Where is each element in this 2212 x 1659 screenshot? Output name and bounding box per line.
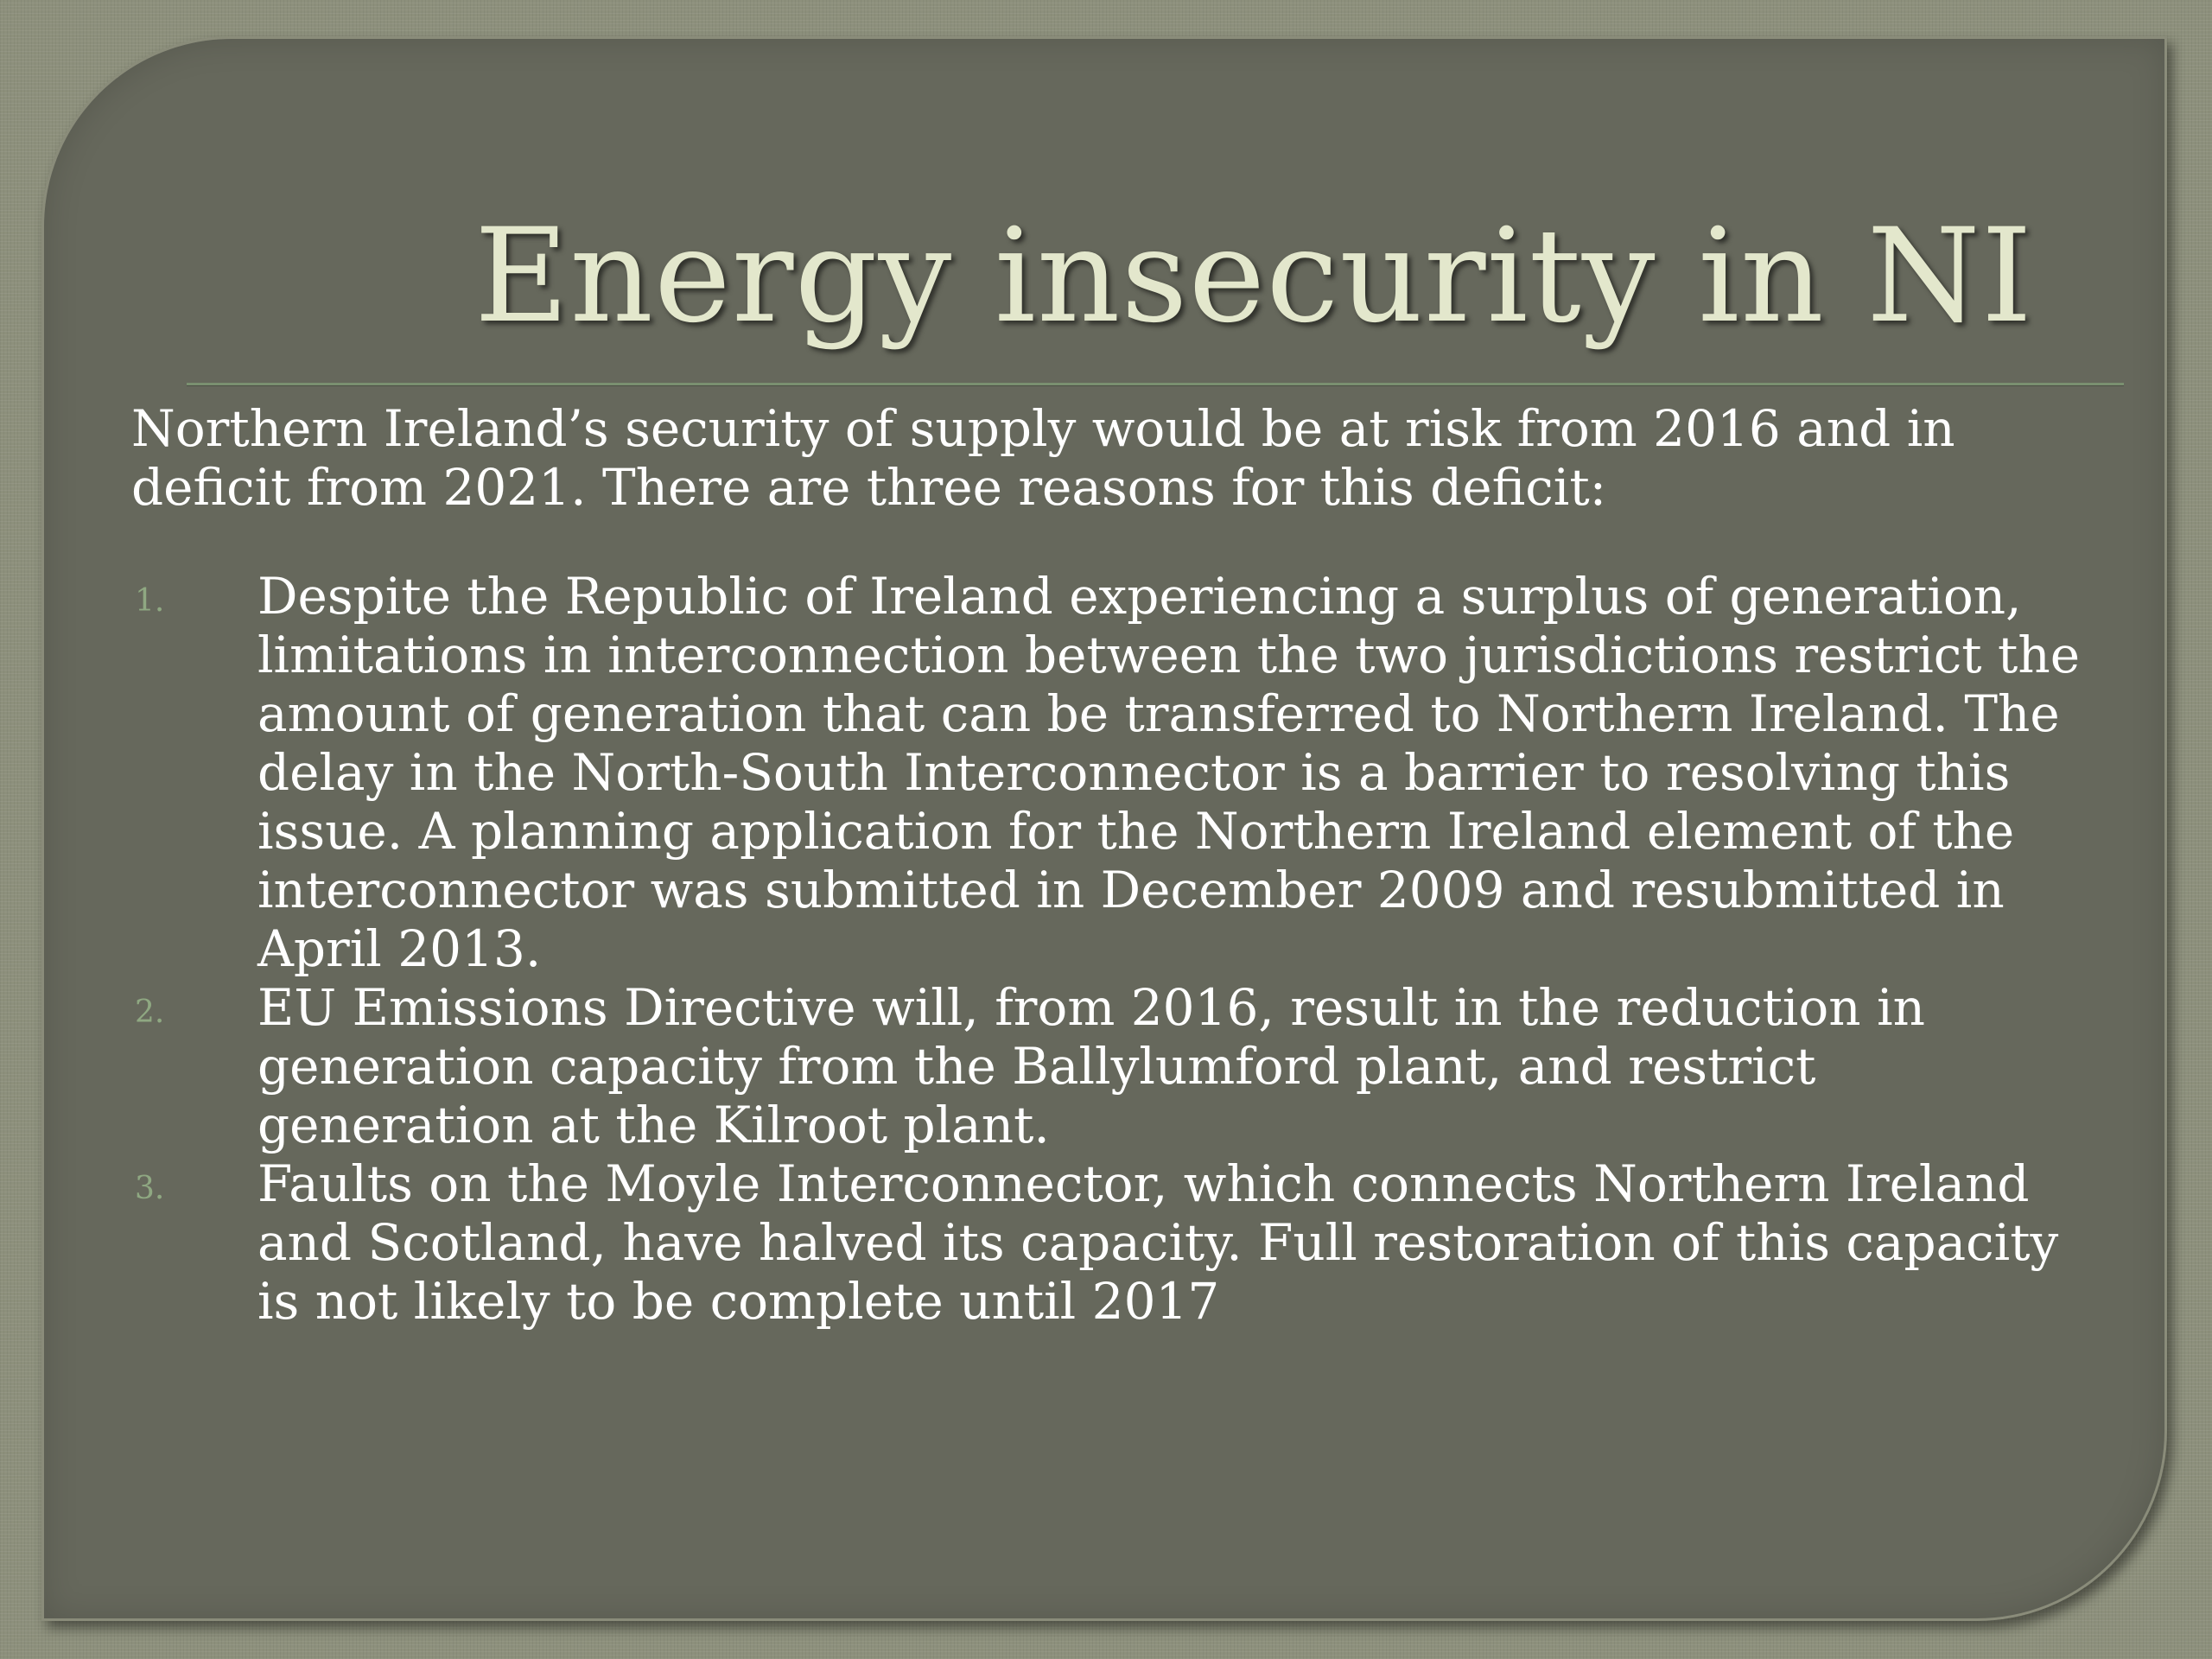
reason-number: 3. xyxy=(135,1171,165,1206)
reason-number: 1. xyxy=(135,583,165,619)
slide-title: Energy insecurity in NI xyxy=(474,201,2033,352)
intro-paragraph: Northern Ireland’s security of supply would be at risk from 2016 and in deficit from 2021. There are three reasons for this deficit: xyxy=(131,399,1955,517)
reason-text: Despite the Republic of Ireland experiencing a surplus of generation, limitations in interconnection between the two jurisdictions restrict the amount of generation that can be transferred to Northern Ireland. The delay in the North-South Interconnector is a barrier to resolving this issue. A planning application for the Northern Ireland element of the interconnector was submitted in December 2009 and resubmitted in April 2013. xyxy=(257,567,2081,978)
reason-item-2 xyxy=(131,978,2084,1154)
reason-text: EU Emissions Directive will, from 2016, result in the reduction in generation capacity from the Ballylumford plant, and restrict generation at the Kilroot plant. xyxy=(257,978,1925,1154)
reason-number: 2. xyxy=(135,995,165,1030)
reason-text: Faults on the Moyle Interconnector, which connects Northern Ireland and Scotland, have halved its capacity. Full restoration of this capacity is not likely to be complete until 2017 xyxy=(257,1154,2059,1331)
reasons-list xyxy=(131,567,2084,1331)
reason-item-1 xyxy=(131,567,2084,978)
title-divider xyxy=(187,383,2124,385)
slide-body xyxy=(131,399,2084,1331)
reason-item-3 xyxy=(131,1154,2084,1331)
